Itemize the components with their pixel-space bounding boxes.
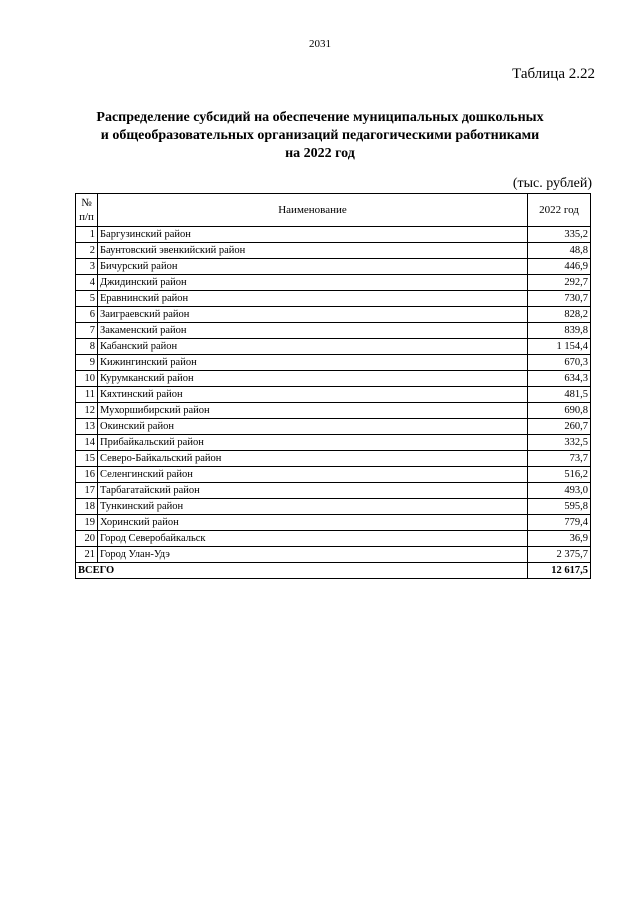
row-number: 1: [76, 227, 98, 243]
row-name: Окинский район: [98, 419, 528, 435]
row-number: 13: [76, 419, 98, 435]
table-row: [76, 371, 591, 387]
header-value: 2022 год: [528, 194, 591, 227]
units-label: (тыс. рублей): [512, 176, 592, 191]
table-row: [76, 387, 591, 403]
row-name: Город Улан-Удэ: [98, 547, 528, 563]
row-value: 48,8: [528, 243, 591, 259]
row-value: 2 375,7: [528, 547, 591, 563]
row-name: Баунтовский эвенкийский район: [98, 243, 528, 259]
row-name: Баргузинский район: [98, 227, 528, 243]
header-number: [76, 194, 98, 227]
header-name: Наименование: [98, 194, 528, 227]
row-value: 292,7: [528, 275, 591, 291]
row-value: 516,2: [528, 467, 591, 483]
table-row: [76, 419, 591, 435]
row-value: 335,2: [528, 227, 591, 243]
total-label: ВСЕГО: [76, 563, 528, 579]
table-row: [76, 547, 591, 563]
row-name: Город Северобайкальск: [98, 531, 528, 547]
row-name: Мухоршибирский район: [98, 403, 528, 419]
total-row: [76, 563, 591, 579]
table-row: [76, 435, 591, 451]
row-value: 1 154,4: [528, 339, 591, 355]
row-value: 260,7: [528, 419, 591, 435]
row-value: 670,3: [528, 355, 591, 371]
row-number: 18: [76, 499, 98, 515]
table-row: [76, 227, 591, 243]
table-row: [76, 403, 591, 419]
row-number: 20: [76, 531, 98, 547]
row-number: 16: [76, 467, 98, 483]
header-number-line1: №: [81, 197, 92, 209]
row-number: 17: [76, 483, 98, 499]
row-value: 73,7: [528, 451, 591, 467]
row-name: Тарбагатайский район: [98, 483, 528, 499]
page-number: 2031: [309, 38, 331, 50]
row-value: 36,9: [528, 531, 591, 547]
row-name: Джидинский район: [98, 275, 528, 291]
table-label: Таблица 2.22: [512, 66, 595, 82]
table-row: [76, 531, 591, 547]
row-number: 4: [76, 275, 98, 291]
table-row: [76, 451, 591, 467]
row-number: 11: [76, 387, 98, 403]
table-row: [76, 307, 591, 323]
row-name: Хоринский район: [98, 515, 528, 531]
row-value: 446,9: [528, 259, 591, 275]
row-number: 15: [76, 451, 98, 467]
subsidy-table: [75, 193, 591, 579]
row-number: 9: [76, 355, 98, 371]
total-value: 12 617,5: [528, 563, 591, 579]
row-name: Закаменский район: [98, 323, 528, 339]
row-number: 7: [76, 323, 98, 339]
title-line: на 2022 год: [285, 146, 355, 161]
row-number: 6: [76, 307, 98, 323]
row-value: 828,2: [528, 307, 591, 323]
row-name: Бичурский район: [98, 259, 528, 275]
header-number-line2: п/п: [79, 211, 94, 223]
row-name: Селенгинский район: [98, 467, 528, 483]
row-number: 8: [76, 339, 98, 355]
row-value: 634,3: [528, 371, 591, 387]
table-row: [76, 467, 591, 483]
row-name: Кяхтинский район: [98, 387, 528, 403]
row-value: 595,8: [528, 499, 591, 515]
row-name: Кабанский район: [98, 339, 528, 355]
title-line: Распределение субсидий на обеспечение муниципальных дошкольных: [96, 110, 544, 125]
title-line: и общеобразовательных организаций педагогическими работниками: [100, 128, 540, 143]
row-number: 5: [76, 291, 98, 307]
table-row: [76, 499, 591, 515]
row-value: 493,0: [528, 483, 591, 499]
row-number: 14: [76, 435, 98, 451]
row-name: Северо-Байкальский район: [98, 451, 528, 467]
row-number: 2: [76, 243, 98, 259]
row-name: Кижингинский район: [98, 355, 528, 371]
table-row: [76, 515, 591, 531]
table-row: [76, 275, 591, 291]
row-value: 839,8: [528, 323, 591, 339]
row-number: 10: [76, 371, 98, 387]
row-number: 12: [76, 403, 98, 419]
table-header-row: [76, 194, 591, 227]
row-value: 481,5: [528, 387, 591, 403]
row-name: Тункинский район: [98, 499, 528, 515]
row-number: 3: [76, 259, 98, 275]
row-value: 779,4: [528, 515, 591, 531]
document-title: [60, 109, 580, 163]
row-value: 730,7: [528, 291, 591, 307]
table-row: [76, 243, 591, 259]
table-body: [76, 227, 591, 563]
row-name: Прибайкальский район: [98, 435, 528, 451]
row-name: Заиграевский район: [98, 307, 528, 323]
row-name: Курумканский район: [98, 371, 528, 387]
row-number: 19: [76, 515, 98, 531]
table-row: [76, 259, 591, 275]
table-row: [76, 323, 591, 339]
table-row: [76, 483, 591, 499]
row-number: 21: [76, 547, 98, 563]
table-row: [76, 355, 591, 371]
row-value: 332,5: [528, 435, 591, 451]
row-value: 690,8: [528, 403, 591, 419]
row-name: Еравнинский район: [98, 291, 528, 307]
table-row: [76, 339, 591, 355]
table-row: [76, 291, 591, 307]
